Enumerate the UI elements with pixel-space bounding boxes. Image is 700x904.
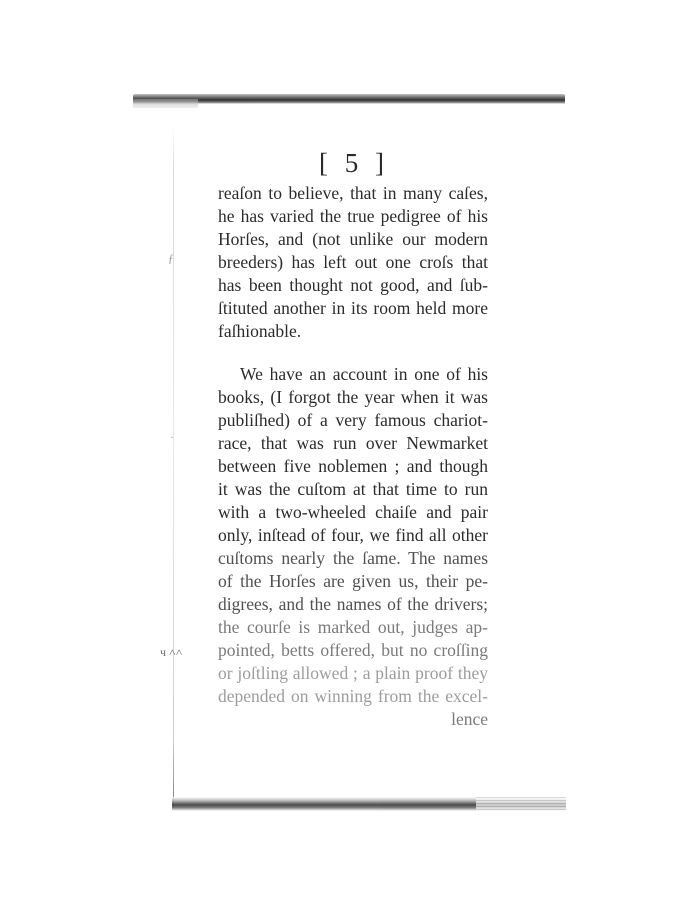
text-line: race, that was run over Newmarket — [218, 433, 488, 453]
text-line: digrees, and the names of the drivers; — [218, 594, 488, 614]
text-line: with a two-wheeled chaiſe and pair — [218, 502, 488, 522]
catchword: lence — [451, 709, 488, 729]
text-line: it was the cuſtom at that time to run — [218, 479, 488, 499]
text-line: breeders) has left out one croſs that — [218, 252, 488, 272]
text-line: depended on winning from the excel- — [218, 686, 488, 706]
page-number: [ 5 ] — [319, 148, 389, 178]
text-line: reaſon to believe, that in many caſes, — [218, 183, 488, 203]
text-line: publiſhed) of a very famous chariot- — [218, 410, 488, 430]
text-line: of the Horſes are given us, their pe- — [218, 571, 488, 591]
text-line: ſtituted another in its room held more — [218, 298, 488, 318]
text-line: between five noblemen ; and though — [218, 456, 488, 476]
text-line: books, (I forgot the year when it was — [218, 387, 488, 407]
body-text — [218, 182, 488, 731]
text-line: he has varied the true pedigree of his — [218, 206, 488, 226]
margin-mark: · — [170, 430, 174, 444]
text-line: faſhionable. — [218, 321, 302, 341]
margin-mark: ƒ — [168, 251, 174, 265]
text-line: pointed, betts offered, but no croſſing — [218, 640, 488, 660]
paragraph-gap — [218, 343, 488, 363]
text-line: We have an account in one of his — [240, 364, 488, 384]
page-top-edge-scan-shadow — [133, 94, 565, 104]
text-line: cuſtoms nearly the ſame. The names — [218, 548, 488, 568]
margin-mark: ч ˄˄ — [160, 645, 183, 659]
page-bottom-edge-scan-shadow — [172, 797, 566, 811]
text-line: Horſes, and (not unlike our modern — [218, 229, 488, 249]
page-left-edge-line — [173, 128, 174, 808]
text-line: or joſtling allowed ; a plain proof they — [218, 663, 488, 683]
paragraph — [218, 182, 488, 343]
text-line: only, inſtead of four, we find all other — [218, 525, 488, 545]
paragraph — [218, 363, 488, 731]
text-line: the courſe is marked out, judges ap- — [218, 617, 488, 637]
text-line: has been thought not good, and ſub- — [218, 275, 488, 295]
